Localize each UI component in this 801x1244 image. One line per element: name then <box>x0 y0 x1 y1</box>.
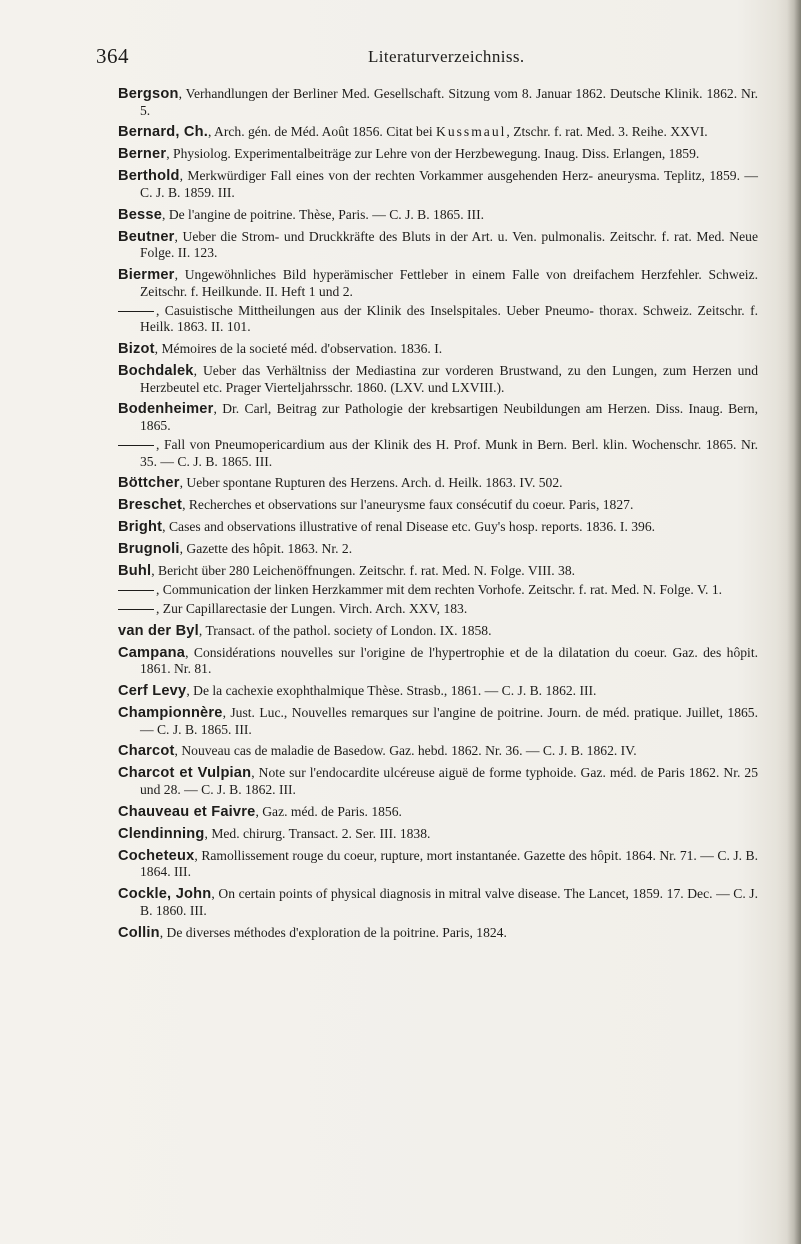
entry-citation: , Cases and observations illustrative of renal Disease etc. Guy's hosp. reports. 1836. I. 396. <box>162 519 656 535</box>
page-number: 364 <box>96 44 129 68</box>
bibliography-entry <box>118 563 758 580</box>
bibliography-entry <box>118 303 758 336</box>
entry-author-name: Bizot <box>118 341 155 358</box>
bibliography-entry <box>118 765 758 798</box>
entry-citation: , Fall von Pneumopericardium aus der Klinik des H. Prof. Munk in Bern. Berl. klin. Wochenschr. 1865. Nr. 35. — C. J. B. 1865. III. <box>140 436 758 469</box>
entry-citation: , De la cachexie exophthalmique Thèse. Strasb., 1861. — C. J. B. 1862. III. <box>186 683 597 699</box>
entry-citation: , Ueber die Strom- und Druckkräfte des Bluts in der Art. u. Ven. pulmonalis. Zeitschr. f. rat. Med. Neue Folge. II. 123. <box>140 228 758 261</box>
bibliography-entry <box>118 267 758 300</box>
bibliography-entry <box>118 582 758 599</box>
entry-citation: , Ueber spontane Rupturen des Herzens. Arch. d. Heilk. 1863. IV. 502. <box>179 475 563 491</box>
bibliography-entry <box>118 363 758 396</box>
entry-author-name: van der Byl <box>118 622 199 639</box>
ditto-dash <box>118 590 154 591</box>
page-header <box>96 44 756 74</box>
bibliography-entry <box>118 804 758 821</box>
entry-citation: , Communication der linken Herzkammer mit dem rechten Vorhofe. Zeitschr. f. rat. Med. N. Folge. V. 1. <box>156 581 723 597</box>
entry-citation: , Verhandlungen der Berliner Med. Gesellschaft. Sitzung vom 8. Januar 1862. Deutsche Klinik. 1862. Nr. 5. <box>140 86 758 118</box>
bibliography-entry <box>118 848 758 881</box>
entry-author-name: Beutner <box>118 228 175 245</box>
bibliography-entry <box>118 168 758 201</box>
entry-citation: , Med. chirurg. Transact. 2. Ser. III. 1838. <box>204 825 431 841</box>
bibliography-entry <box>118 623 758 640</box>
entry-citation: , Nouveau cas de maladie de Basedow. Gaz. hebd. 1862. Nr. 36. — C. J. B. 1862. IV. <box>174 743 637 759</box>
entry-author-name: Böttcher <box>118 475 180 492</box>
bibliography-entry <box>118 401 758 434</box>
entry-author-name: Chauveau et Faivre <box>118 803 256 820</box>
entry-citation: , Bericht über 280 Leichenöffnungen. Zeitschr. f. rat. Med. N. Folge. VIII. 38. <box>151 563 576 578</box>
bibliography-entry <box>118 229 758 262</box>
cited-author: Kussmaul <box>436 124 507 140</box>
entry-author-name: Cerf Levy <box>118 683 187 700</box>
entry-citation: , Zur Capillarectasie der Lungen. Virch. Arch. XXV, 183. <box>156 600 468 616</box>
entry-author-name: Clendinning <box>118 825 205 842</box>
ditto-dash <box>118 609 154 610</box>
bibliography-entry <box>118 475 758 492</box>
page-edge-shadow <box>787 0 801 1244</box>
entry-author-name: Berner <box>118 146 167 163</box>
bibliography-entry <box>118 207 758 224</box>
entry-citation: , Gazette des hôpit. 1863. Nr. 2. <box>179 541 353 557</box>
bibliography-entry <box>118 541 758 558</box>
entry-author-name: Collin <box>118 924 160 941</box>
bibliography-entry <box>118 925 758 942</box>
bibliography-entry <box>118 146 758 163</box>
entry-citation: , Mémoires de la societé méd. d'observation. 1836. I. <box>154 341 443 357</box>
entry-author-name: Berthold <box>118 168 180 185</box>
entry-citation: , Arch. gén. de Méd. Août 1856. Citat bei <box>207 124 437 140</box>
entry-citation: , Physiolog. Experimentalbeiträge zur Lehre von der Herzbewegung. Inaug. Diss. Erlangen, 1859. <box>166 146 700 162</box>
entry-author-name: Brugnoli <box>118 541 180 558</box>
entry-citation: , Recherches et observations sur l'aneurysme faux consécutif du coeur. Paris, 1827. <box>182 497 634 513</box>
entry-citation: , Just. Luc., Nouvelles remarques sur l'angine de poitrine. Journ. de méd. pratique. Juillet, 1865. — C. J. B. 1865. III. <box>140 704 758 737</box>
entry-citation: , Ueber das Verhältniss der Mediastina zur vorderen Brustwand, zu den Lungen, zum Herzen und Herzbeutel etc. Prager Vierteljahrsschr. 1860. (LXV. und LXVIII.). <box>140 362 758 395</box>
entry-author-name: Besse <box>118 206 163 223</box>
ditto-dash <box>118 311 154 312</box>
bibliography-entry <box>118 705 758 738</box>
entry-citation: , De l'angine de poitrine. Thèse, Paris. — C. J. B. 1865. III. <box>162 206 484 222</box>
entry-author-name: Bergson <box>118 86 179 102</box>
bibliography-entry <box>118 601 758 618</box>
entry-author-name: Bernard, Ch. <box>118 124 208 141</box>
entry-author-name: Bodenheimer <box>118 401 214 418</box>
ditto-dash <box>118 445 154 446</box>
entry-author-name: Championnère <box>118 704 223 721</box>
entry-citation: , Transact. of the pathol. society of London. IX. 1858. <box>198 622 492 638</box>
entry-citation: , Considérations nouvelles sur l'origine de l'hypertrophie et de la dilatation du coeur. Gaz. des hôpit. 1861. Nr. 81. <box>140 644 758 677</box>
entry-citation: , Merkwürdiger Fall eines von der rechten Vorkammer ausgehenden Herz- aneurysma. Teplitz, 1859. — C. J. B. 1859. III. <box>140 168 758 200</box>
entry-author-name: Charcot et Vulpian <box>118 765 252 782</box>
bibliography-list <box>118 86 758 946</box>
entry-author-name: Bright <box>118 519 163 536</box>
entry-author-name: Cocheteux <box>118 847 195 864</box>
bibliography-entry <box>118 86 758 119</box>
bibliography-entry <box>118 124 758 141</box>
bibliography-entry <box>118 886 758 919</box>
entry-author-name: Biermer <box>118 267 175 284</box>
entry-citation: , Casuistische Mittheilungen aus der Klinik des Inselspitales. Ueber Pneumo- thorax. Schweiz. Zeitschr. f. Heilk. 1863. II. 101. <box>140 302 758 335</box>
entry-citation: , Note sur l'endocardite ulcéreuse aiguë de forme typhoide. Gaz. méd. de Paris 1862. Nr. 25 und 28. — C. J. B. 1862. III. <box>140 765 758 797</box>
bibliography-entry <box>118 826 758 843</box>
entry-citation: , Dr. Carl, Beitrag zur Pathologie der krebsartigen Neubildungen am Herzen. Diss. Inaug. Bern, 1865. <box>140 401 758 434</box>
entry-citation: , On certain points of physical diagnosis in mitral valve disease. The Lancet, 1859. 17. Dec. — C. J. B. 1860. III. <box>140 886 758 918</box>
entry-author-name: Charcot <box>118 743 175 760</box>
entry-author-name: Bochdalek <box>118 362 194 379</box>
entry-author-name: Breschet <box>118 497 183 514</box>
bibliography-entry <box>118 683 758 700</box>
bibliography-entry <box>118 645 758 678</box>
bibliography-entry <box>118 437 758 470</box>
entry-citation-rest: , Ztschr. f. rat. Med. 3. Reihe. XXVI. <box>506 124 708 140</box>
entry-citation: , Gaz. méd. de Paris. 1856. <box>255 803 402 819</box>
bibliography-entry <box>118 743 758 760</box>
bibliography-entry <box>118 519 758 536</box>
entry-citation: , Ramollissement rouge du coeur, rupture, mort instantanée. Gazette des hôpit. 1864. Nr. 71. — C. J. B. 1864. III. <box>140 847 758 880</box>
bibliography-entry <box>118 497 758 514</box>
entry-citation: , Ungewöhnliches Bild hyperämischer Fettleber in einem Falle von dreifachem Herzfehler. Schweiz. Zeitschr. f. Heilkunde. II. Heft 1 und 2. <box>140 267 758 299</box>
entry-citation: , De diverses méthodes d'exploration de la poitrine. Paris, 1824. <box>159 924 507 940</box>
entry-author-name: Buhl <box>118 563 152 579</box>
entry-author-name: Campana <box>118 644 186 661</box>
bibliography-entry <box>118 341 758 358</box>
running-title: Literaturverzeichniss. <box>368 47 525 66</box>
entry-author-name: Cockle, John <box>118 886 212 903</box>
